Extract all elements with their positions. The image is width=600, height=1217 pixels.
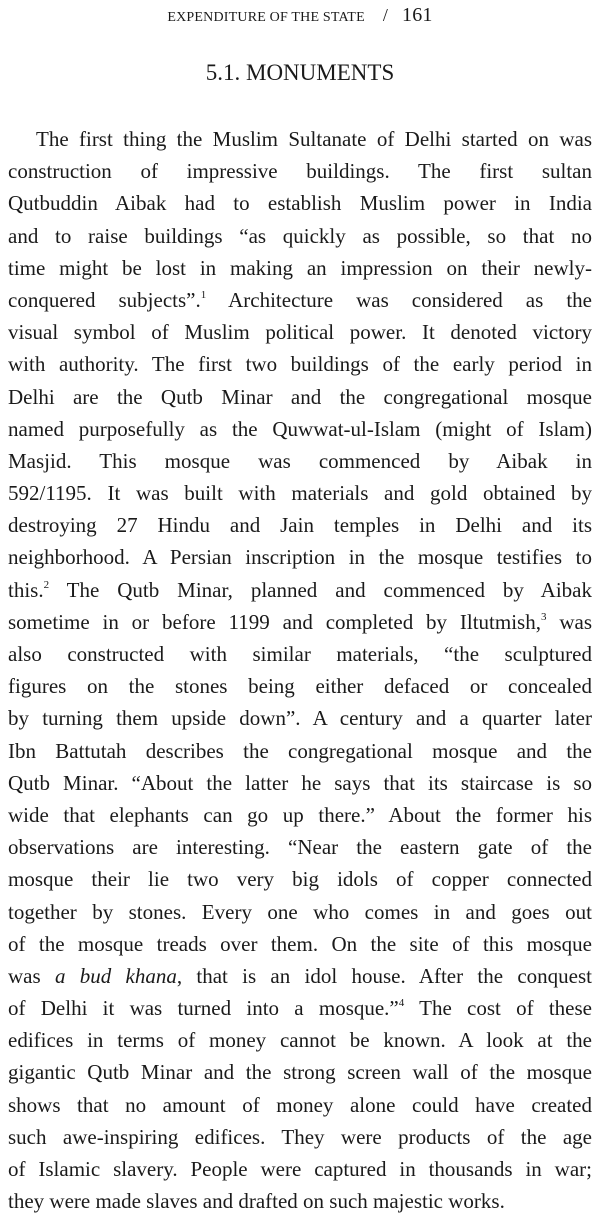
text-segment: they were made slaves and drafted on such majestic works. [8, 1189, 505, 1214]
text-line [8, 767, 592, 799]
text-segment: of the mosque treads over them. On the site of this mosque [8, 931, 592, 956]
text-segment: together by stones. Every one who comes in and goes out [8, 899, 592, 924]
text-line [8, 413, 592, 445]
text-segment: , that is an idol house. After the conquest [176, 963, 592, 988]
text-segment: by turning them upside down”. A century and a quarter later [8, 706, 592, 731]
text-segment: and to raise buildings “as quickly as possible, so that no [8, 223, 592, 248]
text-segment: Delhi are the Qutb Minar and the congregational mosque [8, 384, 592, 409]
text-segment: sometime in or before 1199 and completed by Iltutmish, [8, 609, 541, 634]
text-line [8, 960, 592, 992]
text-line [8, 638, 592, 670]
text-line [8, 123, 592, 155]
text-segment: Qutbuddin Aibak had to establish Muslim power in India [8, 191, 592, 216]
text-line [8, 606, 592, 638]
text-line [8, 316, 592, 348]
text-line [8, 702, 592, 734]
text-segment: Qutb Minar. “About the latter he says that its staircase is so [8, 770, 592, 795]
footnote-marker: 3 [540, 610, 547, 623]
text-line [8, 541, 592, 573]
text-line [8, 799, 592, 831]
text-segment: named purposefully as the Quwwat-ul-Islam (might of Islam) [8, 416, 592, 441]
text-segment: Architecture was considered as the [206, 287, 592, 312]
text-line [8, 284, 592, 316]
text-line [8, 445, 592, 477]
section-heading: 5.1. MONUMENTS [205, 60, 395, 85]
text-line [8, 348, 592, 380]
text-segment: Masjid. This mosque was commenced by Aibak in [8, 448, 592, 473]
text-segment: edifices in terms of money cannot be known. A look at the [8, 1028, 592, 1053]
running-header [0, 4, 600, 27]
text-segment: time might be lost in making an impression on their newly- [8, 255, 592, 280]
text-segment: this. [8, 577, 44, 602]
text-line [8, 1153, 592, 1185]
text-segment: The cost of these [404, 996, 592, 1021]
footnote-marker: 2 [43, 578, 50, 591]
text-segment: 592/1195. It was built with materials and gold obtained by [8, 481, 592, 506]
text-segment: mosque their lie two very big idols of copper connected [8, 867, 592, 892]
text-segment: observations are interesting. “Near the eastern gate of the [8, 835, 592, 860]
text-line [8, 477, 592, 509]
text-line [8, 896, 592, 928]
text-segment: destroying 27 Hindu and Jain temples in Delhi and its [8, 513, 592, 538]
text-segment: was [8, 963, 55, 988]
footnote-marker: 4 [398, 997, 405, 1010]
text-segment: shows that no amount of money alone could have created [8, 1092, 592, 1117]
text-line [8, 1185, 592, 1217]
text-line [8, 187, 592, 219]
text-segment: construction of impressive buildings. The first sultan [8, 159, 592, 184]
text-segment: neighborhood. A Persian inscription in the mosque testifies to [8, 545, 592, 570]
text-line [8, 574, 592, 606]
text-segment: visual symbol of Muslim political power. It denoted victory [8, 320, 592, 345]
text-line [8, 1089, 592, 1121]
text-segment: The Qutb Minar, planned and commenced by Aibak [49, 577, 592, 602]
body-paragraph [8, 123, 592, 1217]
text-segment: Ibn Battutah describes the congregational mosque and the [8, 738, 592, 763]
text-segment: with authority. The first two buildings of the early period in [8, 352, 592, 377]
text-segment: gigantic Qutb Minar and the strong screen wall of the mosque [8, 1060, 592, 1085]
text-line [8, 670, 592, 702]
text-line [8, 220, 592, 252]
text-segment: of Islamic slavery. People were captured in thousands in war; [8, 1157, 592, 1181]
text-line [8, 1121, 592, 1153]
text-segment: The first thing the Muslim Sultanate of Delhi started on was [36, 127, 592, 151]
text-line [8, 863, 592, 895]
text-segment: was [546, 609, 592, 634]
text-line [8, 1024, 592, 1056]
text-line [8, 381, 592, 413]
text-segment: conquered subjects”. [8, 287, 201, 312]
text-line [8, 992, 592, 1024]
text-line [8, 1056, 592, 1088]
text-segment: of Delhi it was turned into a mosque.” [8, 996, 399, 1021]
text-line [8, 155, 592, 187]
text-line [8, 735, 592, 767]
running-header-separator: / [382, 5, 389, 25]
footnote-marker: 1 [200, 288, 207, 301]
text-line [8, 509, 592, 541]
running-header-title: EXPENDITURE OF THE STATE [167, 10, 365, 25]
text-line [8, 831, 592, 863]
text-segment: wide that elephants can go up there.” About the former his [8, 802, 592, 827]
text-line [8, 928, 592, 960]
italic-text: a bud khana [54, 963, 177, 988]
text-segment: figures on the stones being either defaced or concealed [8, 674, 592, 699]
page-number: 161 [402, 4, 433, 26]
text-segment: such awe-inspiring edifices. They were products of the age [8, 1124, 592, 1149]
text-segment: also constructed with similar materials, “the sculptured [8, 642, 592, 666]
text-line [8, 252, 592, 284]
